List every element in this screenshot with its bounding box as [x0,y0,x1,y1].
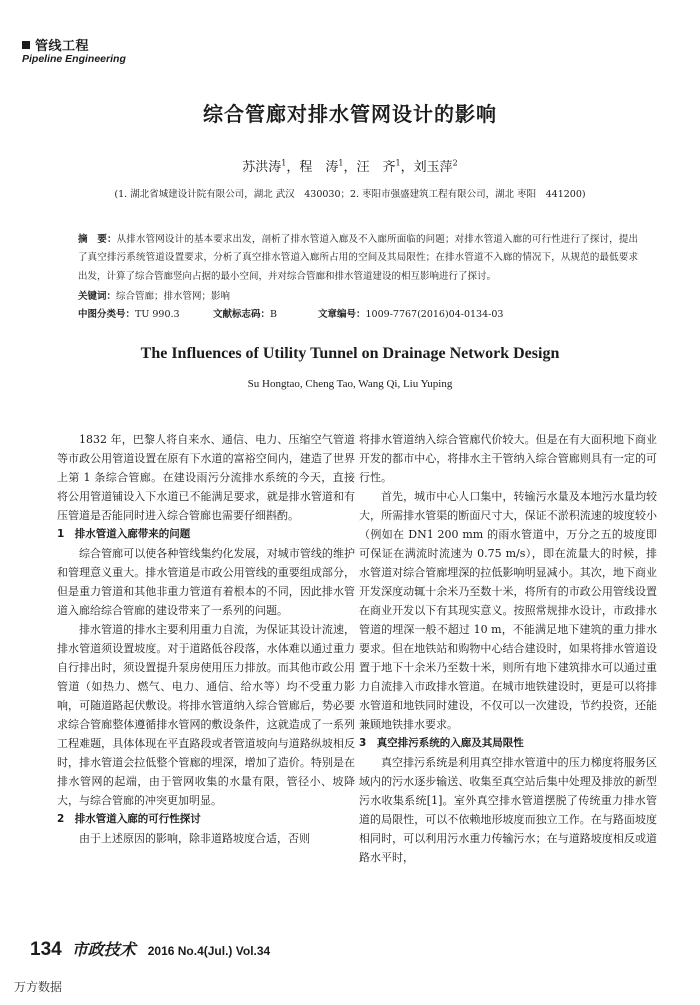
article-title-cn: 综合管廊对排水管网设计的影响 [203,102,497,126]
abstract-text: 从排水管网设计的基本要求出发，剖析了排水管道入廊及不入廊所面临的问题；对排水管道入廊的可行性进行了探讨，提出了真空排污系统管道设置要求，分析了真空排水管道入廊所占用的空间及其局限性；在排水管道不入廊的情况下，从规范的最低要求出发，计算了综合管廊竖向占据的最小空间，并对综合管廊和排水管道建设的相互影响进行了探讨。 [78,234,638,282]
section-heading: 3 真空排污系统的入廊及其局限性 [359,737,524,749]
article-no-value: 1009-7767(2016)04-0134-03 [365,309,504,320]
abstract-label: 摘 要： [78,234,117,245]
paragraph: 排水管道的排水主要利用重力自流，为保证其设计流速，排水管道须设置坡度。对于道路低谷段落，水体难以通过重力自行排出时，须设置提升泵房使用压力排放。而其他市政公用管道（如热力、燃气、电力、通信、给水等）均不受重力影响，可随道路起伏敷设。将排水管道纳入综合管廊后，势必要求综合管廊整体遵循排水管网的敷设条件，这就造成了一系列工程难题，具体体现在平直路段或者管道坡向与道路纵坡相反时，排水管道会拉低整个管廊的埋深，增加了造价。特别是在排水管网的起端，由于管网收集的水量有限，管径小、坡降大，与综合管廊的冲突更加明显。 [57,623,355,807]
author-affil-mark: 1 [281,158,287,168]
clc-label: 中图分类号： [78,309,136,320]
doc-code-label: 文献标志码： [213,309,271,320]
abstract [78,231,638,286]
doc-code-value: B [270,309,277,320]
square-bullet-icon [22,41,30,49]
author-name: 刘玉萍 [413,160,453,175]
paragraph-continued: 将排水管道纳入综合管廊代价较大。但是在有大面积地下商业开发的都市中心，将排水主干管纳入综合管廊则具有一定的可行性。 [359,433,657,484]
article-no-label: 文章编号： [318,309,366,320]
affiliations-cn: (1. 湖北省城建设计院有限公司，湖北 武汉 430030；2. 枣阳市强盛建筑工程有限公司，湖北 枣阳 441200) [114,189,586,200]
section-label-cn: 管线工程 [35,39,90,54]
author-affil-mark: 1 [338,158,344,168]
article-title-en: The Influences of Utility Tunnel on Drainage Network Design [140,345,560,362]
issue-info: 2016 No.4(Jul.) Vol.34 [147,944,271,958]
author-name: 苏洪涛 [242,160,282,175]
author-name: 汪 齐 [356,160,396,175]
paragraph: 真空排污系统是利用真空排水管道中的压力梯度将服务区域内的污水逐步输送、收集至真空站后集中处理及排放的新型污水收集系统[1]。室外真空排水管道摆脱了传统重力排水管道的局限性，可以不依赖地形坡度而独立工作。在与路面坡度相同时，可以利用污水重力传输污水；在与道路坡度相反或道路水平时， [359,756,657,864]
section-label-en: Pipeline Engineering [22,53,126,65]
page-number: 134 [30,939,62,960]
clc-value: TU 990.3 [135,309,180,320]
section-heading: 1 排水管道入廊带来的问题 [57,528,191,540]
section-heading: 2 排水管道入廊的可行性探讨 [57,813,201,825]
section-label [22,35,89,54]
keywords-text: 综合管廊；排水管网；影响 [116,291,231,302]
page-footer [30,937,270,961]
paragraph: 1832 年，巴黎人将自来水、通信、电力、压缩空气管道等市政公用管道设置在原有下水道的富裕空间内，建造了世界上第 1 条综合管廊。在建设雨污分流排水系统的今天，直接将公用管道铺设入下水道已不能满足要求，就是排水管道和有压管道是否能同时进入综合管廊也需要仔细斟酌。 [57,433,355,522]
author-affil-mark: 2 [452,158,458,168]
body-column-right [359,430,657,867]
journal-name: 市政技术 [71,940,136,959]
paragraph: 首先，城市中心人口集中，转输污水量及本地污水量均较大，所需排水管渠的断面尺寸大，保证不淤积流速的坡度较小（例如在 DN1 200 mm 的雨水管道中，万分之五的坡度即可保证在满流时流速为 0.75 m/s），即在流量大的时候，排水管道对综合管廊埋深的拉低影响明显减小。其次，地下商业开发深度动辄十余米乃至数十米，将所有的市政公用管线设置在商业开发以下有其现实意义。按照常规排水设计，市政排水管道的埋深一般不超过 10 m，不能满足地下建筑的重力排水要求。但在地铁站和购物中心结合建设时，如果将排水管道设置于地下十余米乃至数十米，则所有地下建筑排水可以通过重力自流排入市政排水管道。在城市地铁建设时，更是可以将排水管道和地铁同时建设，不仅可以一次建设，节约投资，还能兼顾地铁排水要求。 [359,490,657,731]
keywords-label: 关键词： [78,291,117,302]
keywords [78,288,638,302]
author-name: 程 涛 [299,160,339,175]
authors-en: Su Hongtao, Cheng Tao, Wang Qi, Liu Yuping [247,378,453,390]
classification-line [78,306,638,320]
paragraph: 综合管廊可以使各种管线集约化发展，对城市管线的维护和管理意义重大。排水管道是市政公用管线的重要组成部分，但是重力管道和其他非重力管道有着根本的不同，因此排水管道入廊给综合管廊的建设带来了一系列的问题。 [57,547,355,617]
paragraph: 由于上述原因的影响，除非道路坡度合适，否则 [79,832,310,845]
watermark: 万方数据 [14,980,63,994]
body-column-left [57,430,355,848]
author-affil-mark: 1 [395,158,401,168]
authors-cn: 苏洪涛$^1$，程 涛$^1$，汪 齐$^1$，刘玉萍$^2$ [242,158,458,175]
